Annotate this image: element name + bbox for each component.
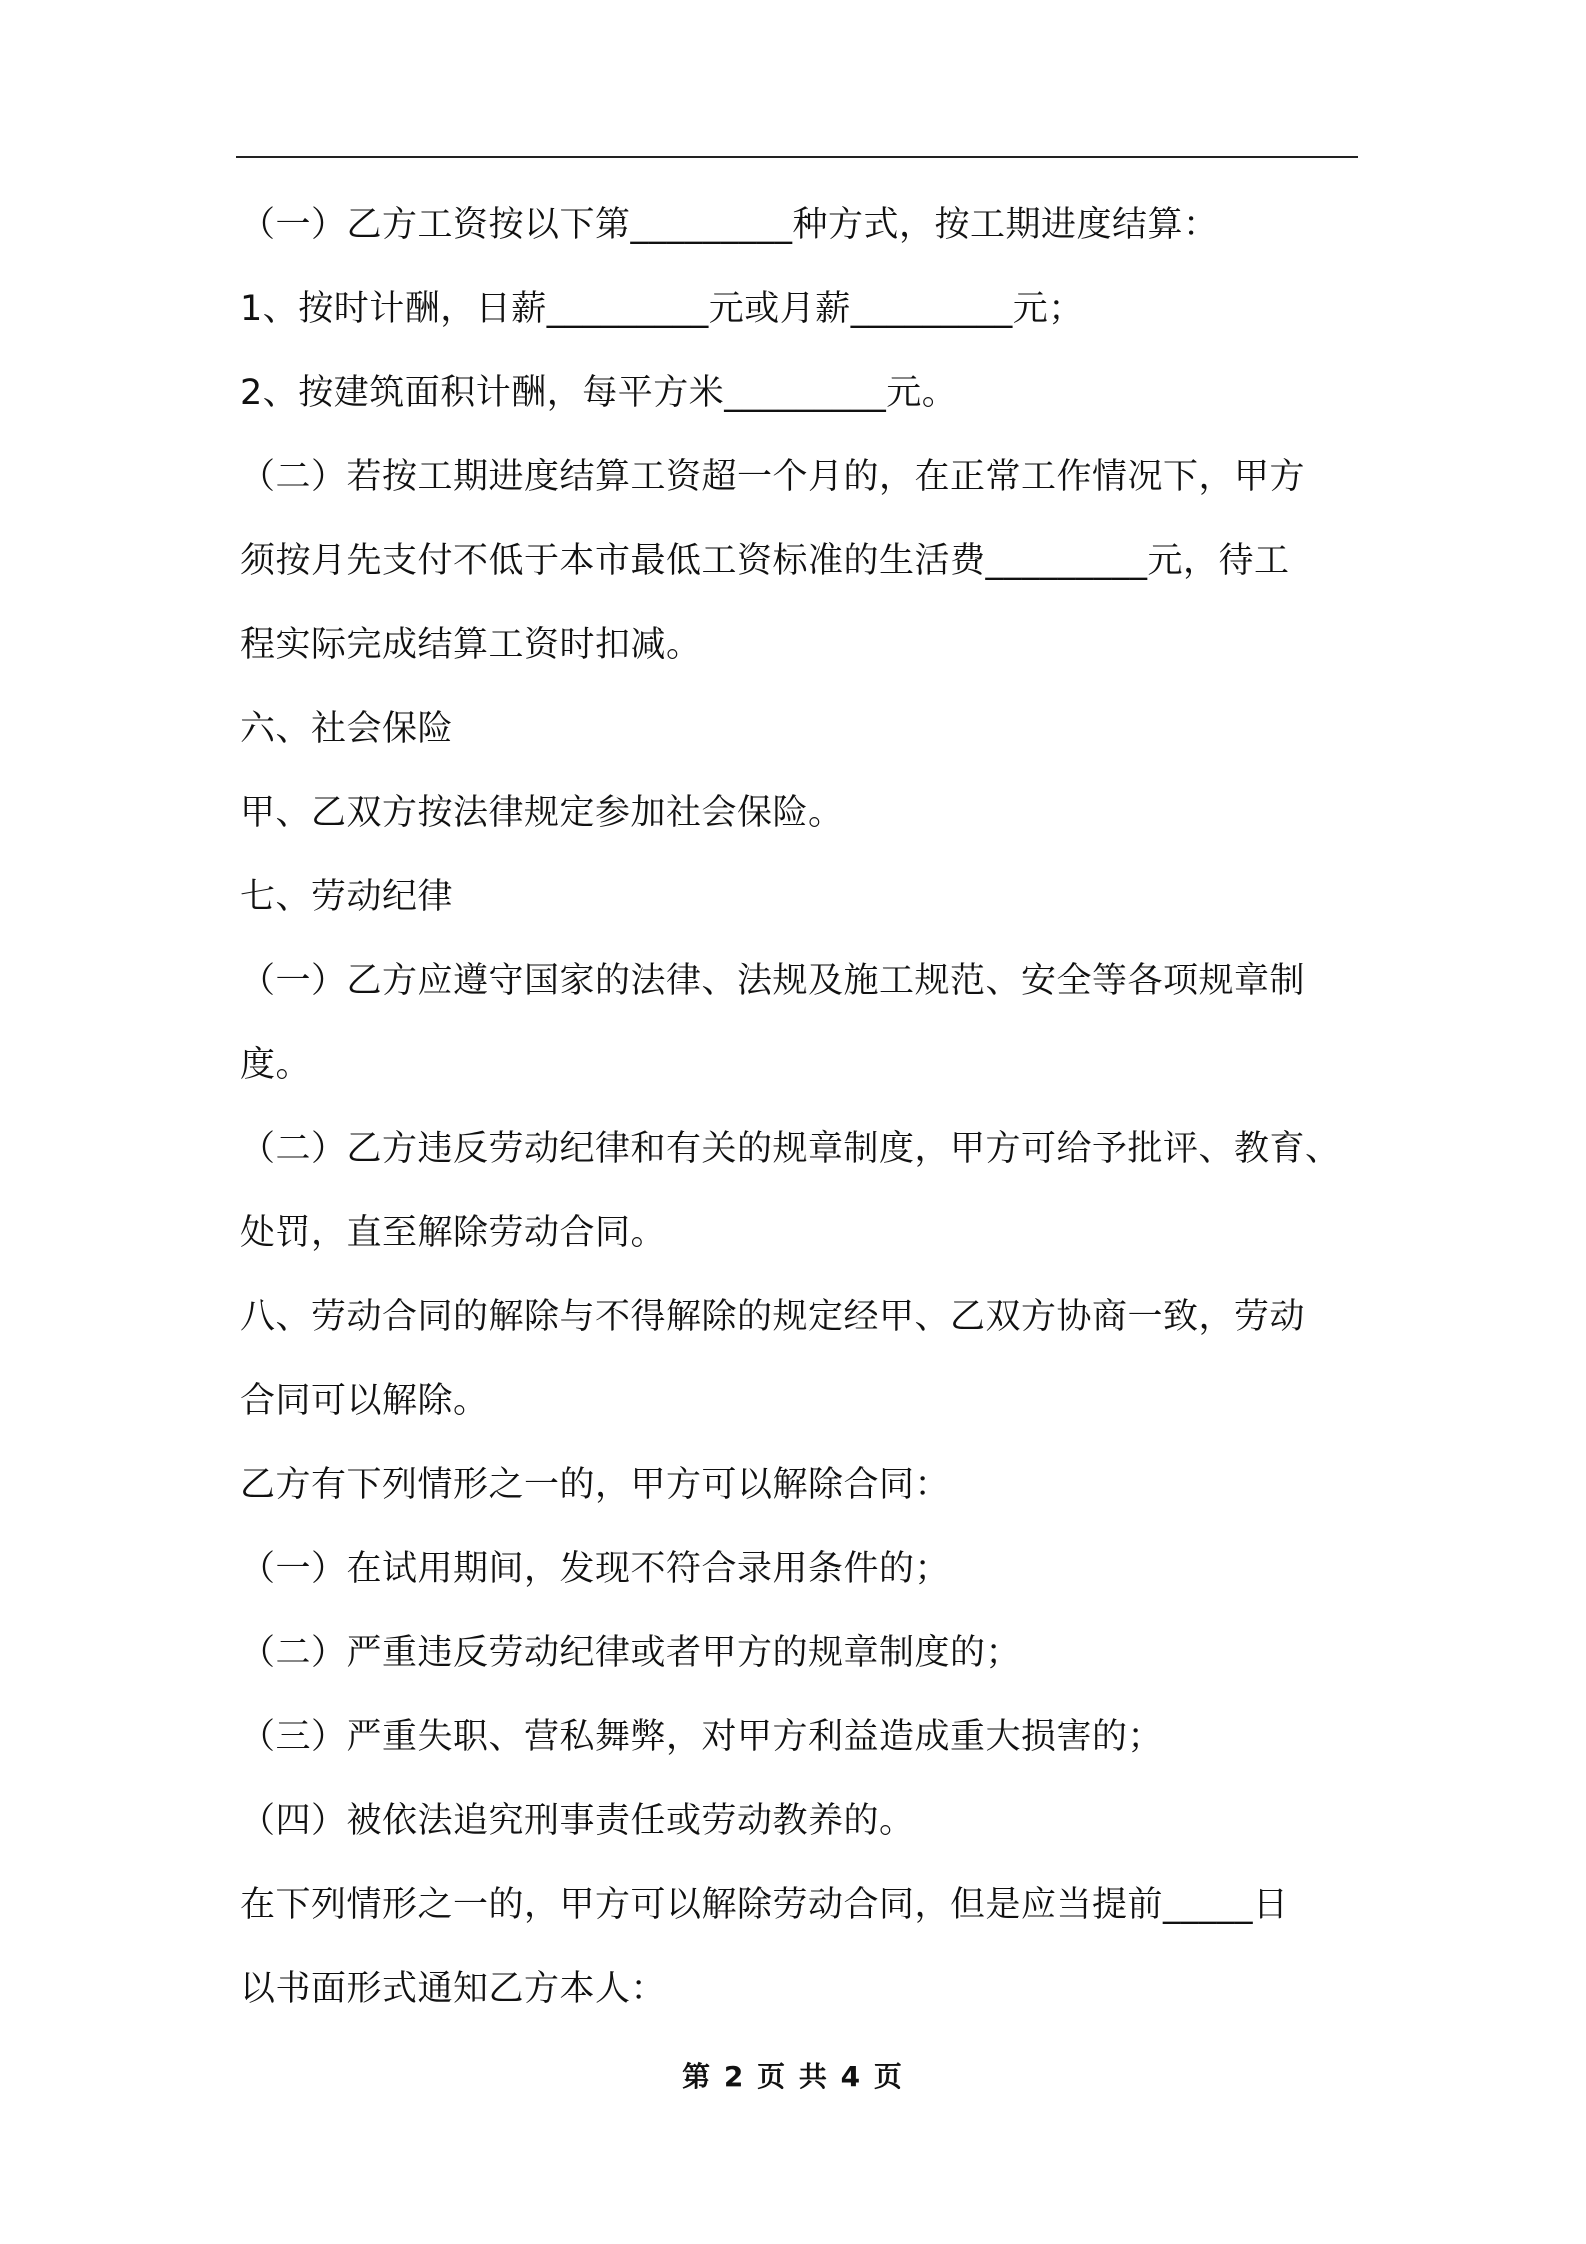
paragraph-line: 度。 — [240, 1045, 312, 1085]
paragraph-line: 1、按时计酬，日薪_________元或月薪_________元； — [240, 289, 1084, 329]
paragraph-line: （二）乙方违反劳动纪律和有关的规章制度，甲方可给予批评、教育、 — [240, 1129, 1341, 1169]
paragraph-line: （一）乙方工资按以下第_________种方式，按工期进度结算： — [240, 205, 1219, 245]
section-heading: 六、社会保险 — [240, 709, 454, 749]
header-rule — [236, 156, 1358, 158]
paragraph-line: 须按月先支付不低于本市最低工资标准的生活费_________元，待工 — [240, 541, 1290, 581]
section-heading: 七、劳动纪律 — [240, 877, 454, 917]
paragraph-line: 处罚，直至解除劳动合同。 — [240, 1213, 667, 1253]
paragraph-line: 以书面形式通知乙方本人： — [240, 1969, 667, 2009]
paragraph-line: 程实际完成结算工资时扣减。 — [240, 625, 702, 665]
paragraph-line: 甲、乙双方按法律规定参加社会保险。 — [240, 793, 844, 833]
section-heading: 八、劳动合同的解除与不得解除的规定经甲、乙双方协商一致，劳动 — [240, 1297, 1306, 1337]
paragraph-line: （二）若按工期进度结算工资超一个月的，在正常工作情况下，甲方 — [240, 457, 1306, 497]
paragraph-line: 在下列情形之一的，甲方可以解除劳动合同，但是应当提前_____日 — [240, 1885, 1289, 1925]
page-number-footer: 第 2 页 共 4 页 — [682, 2060, 904, 2093]
paragraph-line: （一）乙方应遵守国家的法律、法规及施工规范、安全等各项规章制 — [240, 961, 1306, 1001]
paragraph-line: 2、按建筑面积计酬，每平方米_________元。 — [240, 373, 958, 413]
paragraph-line: （二）严重违反劳动纪律或者甲方的规章制度的； — [240, 1633, 1022, 1673]
paragraph-line: （三）严重失职、营私舞弊，对甲方利益造成重大损害的； — [240, 1717, 1164, 1757]
paragraph-line: （四）被依法追究刑事责任或劳动教养的。 — [240, 1801, 915, 1841]
paragraph-line: 合同可以解除。 — [240, 1381, 489, 1421]
paragraph-line: 乙方有下列情形之一的，甲方可以解除合同： — [240, 1465, 951, 1505]
paragraph-line: （一）在试用期间，发现不符合录用条件的； — [240, 1549, 951, 1589]
